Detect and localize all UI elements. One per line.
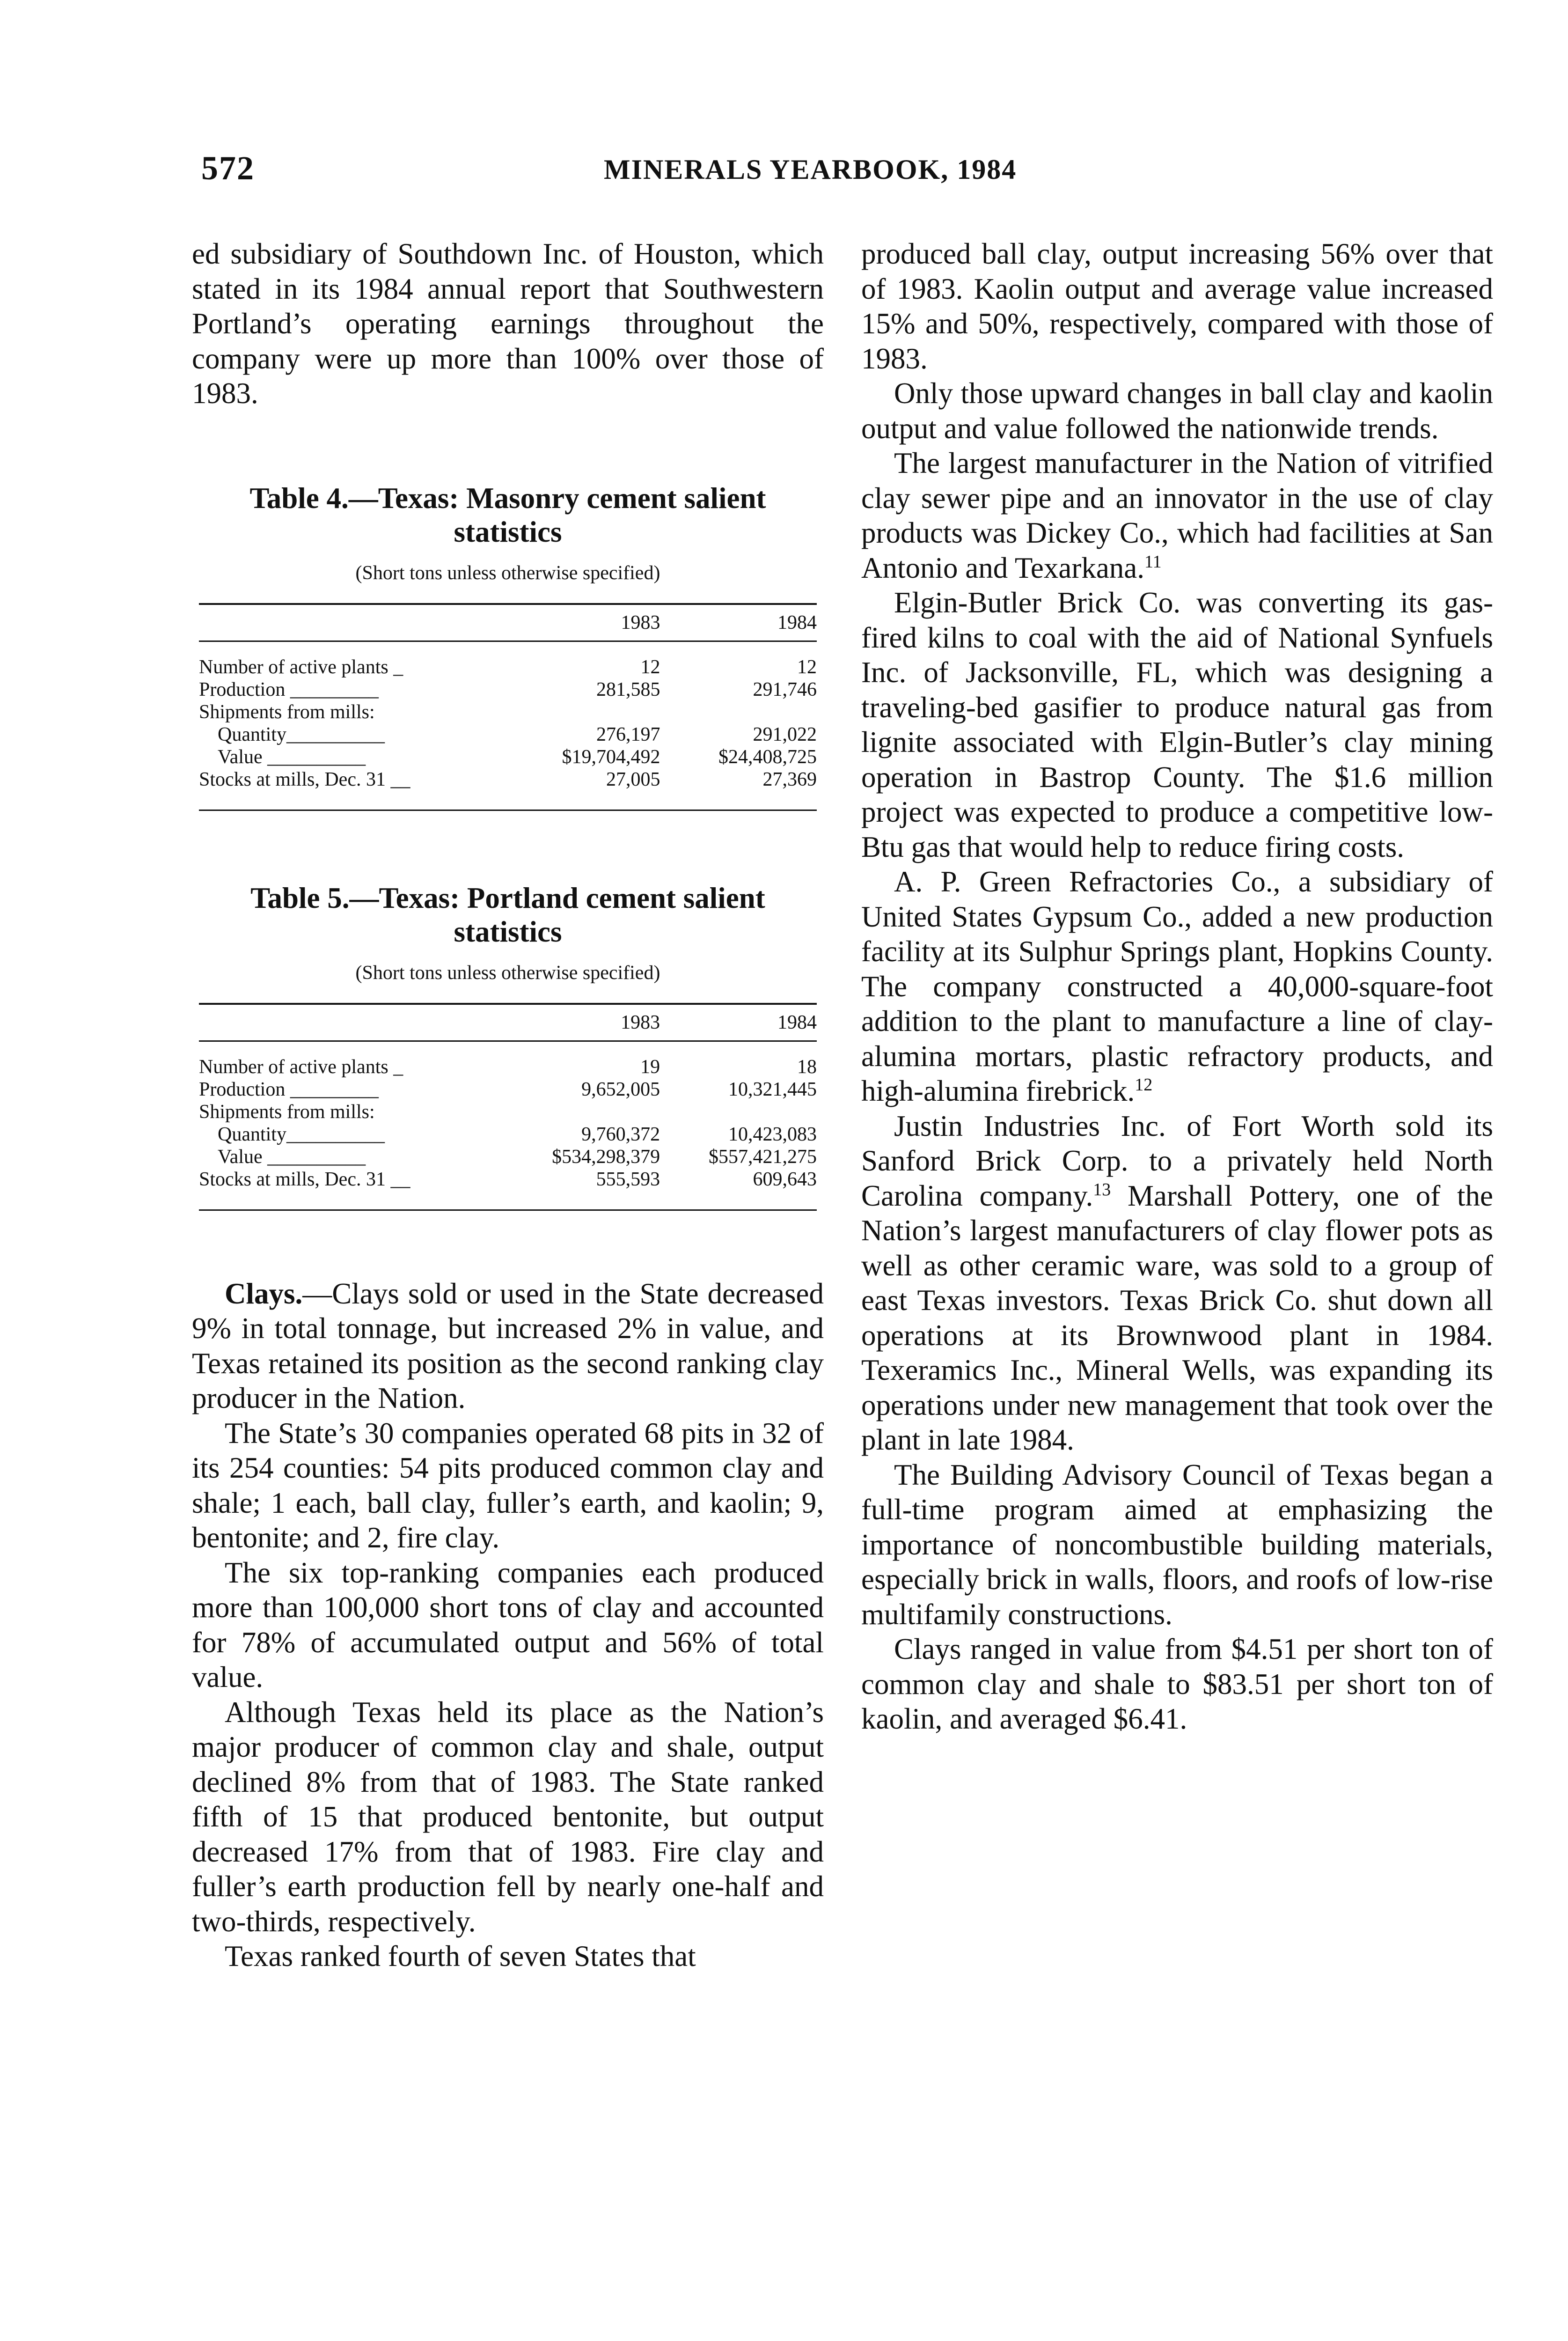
- row-label: Stocks at mills, Dec. 31 __: [199, 768, 504, 810]
- footnote-ref: 13: [1093, 1179, 1111, 1200]
- table-row: [199, 701, 817, 723]
- table-4-stub-header: [199, 604, 504, 641]
- table-5-portland-cement: [192, 881, 824, 1211]
- cell-1984: 609,643: [660, 1168, 817, 1210]
- row-label: Value __________: [218, 1146, 366, 1168]
- cell-1984: 12: [797, 656, 817, 678]
- row-label: Quantity__________: [218, 723, 385, 745]
- row-label: Stocks at mills, Dec. 31 __: [199, 1168, 503, 1210]
- left-column: [192, 236, 824, 1974]
- table-5-grid: [199, 1003, 817, 1211]
- paragraph-southdown: ed subsidiary of Southdown Inc. of Houston, which stated in its 1984 annual report that Southwestern Portland’s operating earnings throughout the company were up more than 100% over those of 1983.: [192, 237, 824, 410]
- cell-1983: $19,704,492: [562, 746, 660, 768]
- dickey-text: The largest manufacturer in the Nation of vitrified clay sewer pipe and an innovator in the use of clay products was Dickey Co., which had facilities at San Antonio and Texarkana.: [861, 447, 1493, 584]
- table-4-col-1983: 1983: [504, 604, 660, 641]
- cell-1984: 291,022: [753, 723, 817, 745]
- paragraph-dickey: [861, 446, 1493, 585]
- paragraph-clays: [192, 1276, 824, 1416]
- paragraph-six-companies: The six top-ranking companies each produced more than 100,000 short tons of clay and accounted for 78% of accumulated output and 56% of total value.: [192, 1556, 824, 1693]
- justin-text-a: Justin Industries Inc. of Fort Worth sold its Sanford Brick Corp. to a privately held North Carolina company.: [861, 1109, 1493, 1212]
- table-4-col-1984: 1984: [660, 604, 817, 641]
- cell-1984: [660, 701, 817, 723]
- row-label: Quantity__________: [218, 1123, 385, 1145]
- cell-1984: $557,421,275: [709, 1146, 817, 1168]
- row-label: Value __________: [218, 746, 366, 768]
- table-5-header-row: [199, 1004, 817, 1041]
- table-5-col-1983: 1983: [503, 1004, 660, 1041]
- paragraph-clay-values: Clays ranged in value from $4.51 per short ton of common clay and shale to $83.51 per short ton of kaolin, and averaged $6.41.: [861, 1633, 1493, 1735]
- table-5-stub-header: [199, 1004, 503, 1041]
- cell-1983: 276,197: [596, 723, 660, 745]
- table-row: [199, 1168, 817, 1210]
- paragraph-ball-clay: produced ball clay, output increasing 56% over that of 1983. Kaolin output and average value increased 15% and 50%, respectively, compared with those of 1983.: [861, 237, 1493, 375]
- cell-1984: $24,408,725: [718, 746, 817, 768]
- paragraph-ranked-fourth: Texas ranked fourth of seven States that: [225, 1940, 696, 1973]
- justin-text-b: Marshall Pottery, one of the Nation’s largest manufacturers of clay flower pots as well as other ceramic ware, was sold to a group of east Texas investors. Texas Brick Co. shut down all operations at its Brownwood plant in 1984. Texeramics Inc., Mineral Wells, was expanding its operations under new management that took over the plant in late 1984.: [861, 1179, 1493, 1456]
- page-number: 572: [201, 149, 255, 187]
- footnote-ref: 12: [1135, 1075, 1153, 1095]
- table-row: [199, 1146, 817, 1168]
- table-4-subtitle: (Short tons unless otherwise specified): [355, 562, 660, 584]
- paragraph-ap-green: [861, 864, 1493, 1109]
- table-5-subtitle: (Short tons unless otherwise specified): [355, 962, 660, 984]
- cell-1983: 27,005: [504, 768, 660, 810]
- ap-green-text: A. P. Green Refractories Co., a subsidiary of United States Gypsum Co., added a new production facility at its Sulphur Springs plant, Hopkins County. The company constructed a 40,000-square-foot addition to the plant to manufacture a line of clay-alumina mortars, plastic refractory products, and high-alumina firebrick.: [861, 865, 1493, 1107]
- cell-1983: 9,652,005: [581, 1078, 660, 1100]
- clays-text: —Clays sold or used in the State decreased 9% in total tonnage, but increased 2% in value, and Texas retained its position as the second ranking clay producer in the Nation.: [192, 1277, 824, 1414]
- clays-runin-heading: Clays.: [225, 1277, 303, 1310]
- cell-1984: [660, 1101, 817, 1123]
- table-4-grid: [199, 603, 817, 811]
- cell-1984: 27,369: [660, 768, 817, 810]
- right-column: [861, 236, 1493, 1737]
- table-4-title: Table 4.—Texas: Masonry cement salient statistics: [249, 481, 766, 548]
- cell-1984: 18: [797, 1056, 817, 1078]
- running-head: MINERALS YEARBOOK, 1984: [604, 154, 1017, 185]
- cell-1983: 12: [640, 656, 660, 678]
- paragraph-building-council: The Building Advisory Council of Texas began a full-time program aimed at emphasizing the importance of noncombustible building materials, especially brick in walls, floors, and roofs of low-rise multifamily constructions.: [861, 1458, 1493, 1631]
- row-label: Production _________: [199, 678, 379, 700]
- paragraph-companies: The State’s 30 companies operated 68 pits in 32 of its 254 counties: 54 pits produced common clay and shale; 1 each, ball clay, fuller’s earth, and kaolin; 9, bentonite; and 2, fire clay.: [192, 1416, 824, 1554]
- cell-1983: 9,760,372: [581, 1123, 660, 1145]
- row-label: Shipments from mills:: [199, 1101, 375, 1123]
- table-row: [199, 1101, 817, 1123]
- table-4-masonry-cement: [192, 481, 824, 811]
- table-row: [199, 1041, 817, 1078]
- cell-1984: 10,321,445: [728, 1078, 817, 1100]
- table-row: [199, 746, 817, 768]
- table-row: [199, 678, 817, 701]
- spacer: [192, 1211, 824, 1276]
- page-header: [0, 149, 1568, 191]
- footnote-ref: 11: [1144, 552, 1162, 572]
- table-5-title: Table 5.—Texas: Portland cement salient statistics: [250, 881, 765, 948]
- paragraph-justin: [861, 1109, 1493, 1458]
- cell-1983: $534,298,379: [552, 1146, 660, 1168]
- paragraph-elgin-butler: Elgin-Butler Brick Co. was converting its gas-fired kilns to coal with the aid of National Synfuels Inc. of Jacksonville, FL, which was designing a traveling-bed gasifier to produce natural gas from lignite associated with Elgin-Butler’s clay mining operation in Bastrop County. The $1.6 million project was expected to produce a competitive low-Btu gas that would help to reduce firing costs.: [861, 586, 1493, 863]
- cell-1983: [503, 1101, 660, 1123]
- row-label: Number of active plants _: [199, 1056, 403, 1078]
- paragraph-upward-changes: Only those upward changes in ball clay and kaolin output and value followed the nationwide trends.: [861, 377, 1493, 445]
- table-row: [199, 1123, 817, 1146]
- cell-1983: [504, 701, 660, 723]
- cell-1983: 19: [640, 1056, 660, 1078]
- cell-1983: 281,585: [596, 678, 660, 700]
- cell-1983: 555,593: [503, 1168, 660, 1210]
- cell-1984: 291,746: [753, 678, 817, 700]
- cell-1984: 10,423,083: [728, 1123, 817, 1145]
- table-row: [199, 768, 817, 810]
- row-label: Shipments from mills:: [199, 701, 375, 723]
- table-row: [199, 723, 817, 746]
- paragraph-although: Although Texas held its place as the Nation’s major producer of common clay and shale, output declined 8% from that of 1983. The State ranked fifth of 15 that produced bentonite, but output decreased 17% from that of 1983. Fire clay and fuller’s earth production fell by nearly one-half and two-thirds, respectively.: [192, 1695, 824, 1938]
- row-label: Number of active plants _: [199, 656, 403, 678]
- table-row: [199, 1078, 817, 1101]
- table-row: [199, 641, 817, 678]
- row-label: Production _________: [199, 1078, 379, 1100]
- table-4-header-row: [199, 604, 817, 641]
- table-5-col-1984: 1984: [660, 1004, 817, 1041]
